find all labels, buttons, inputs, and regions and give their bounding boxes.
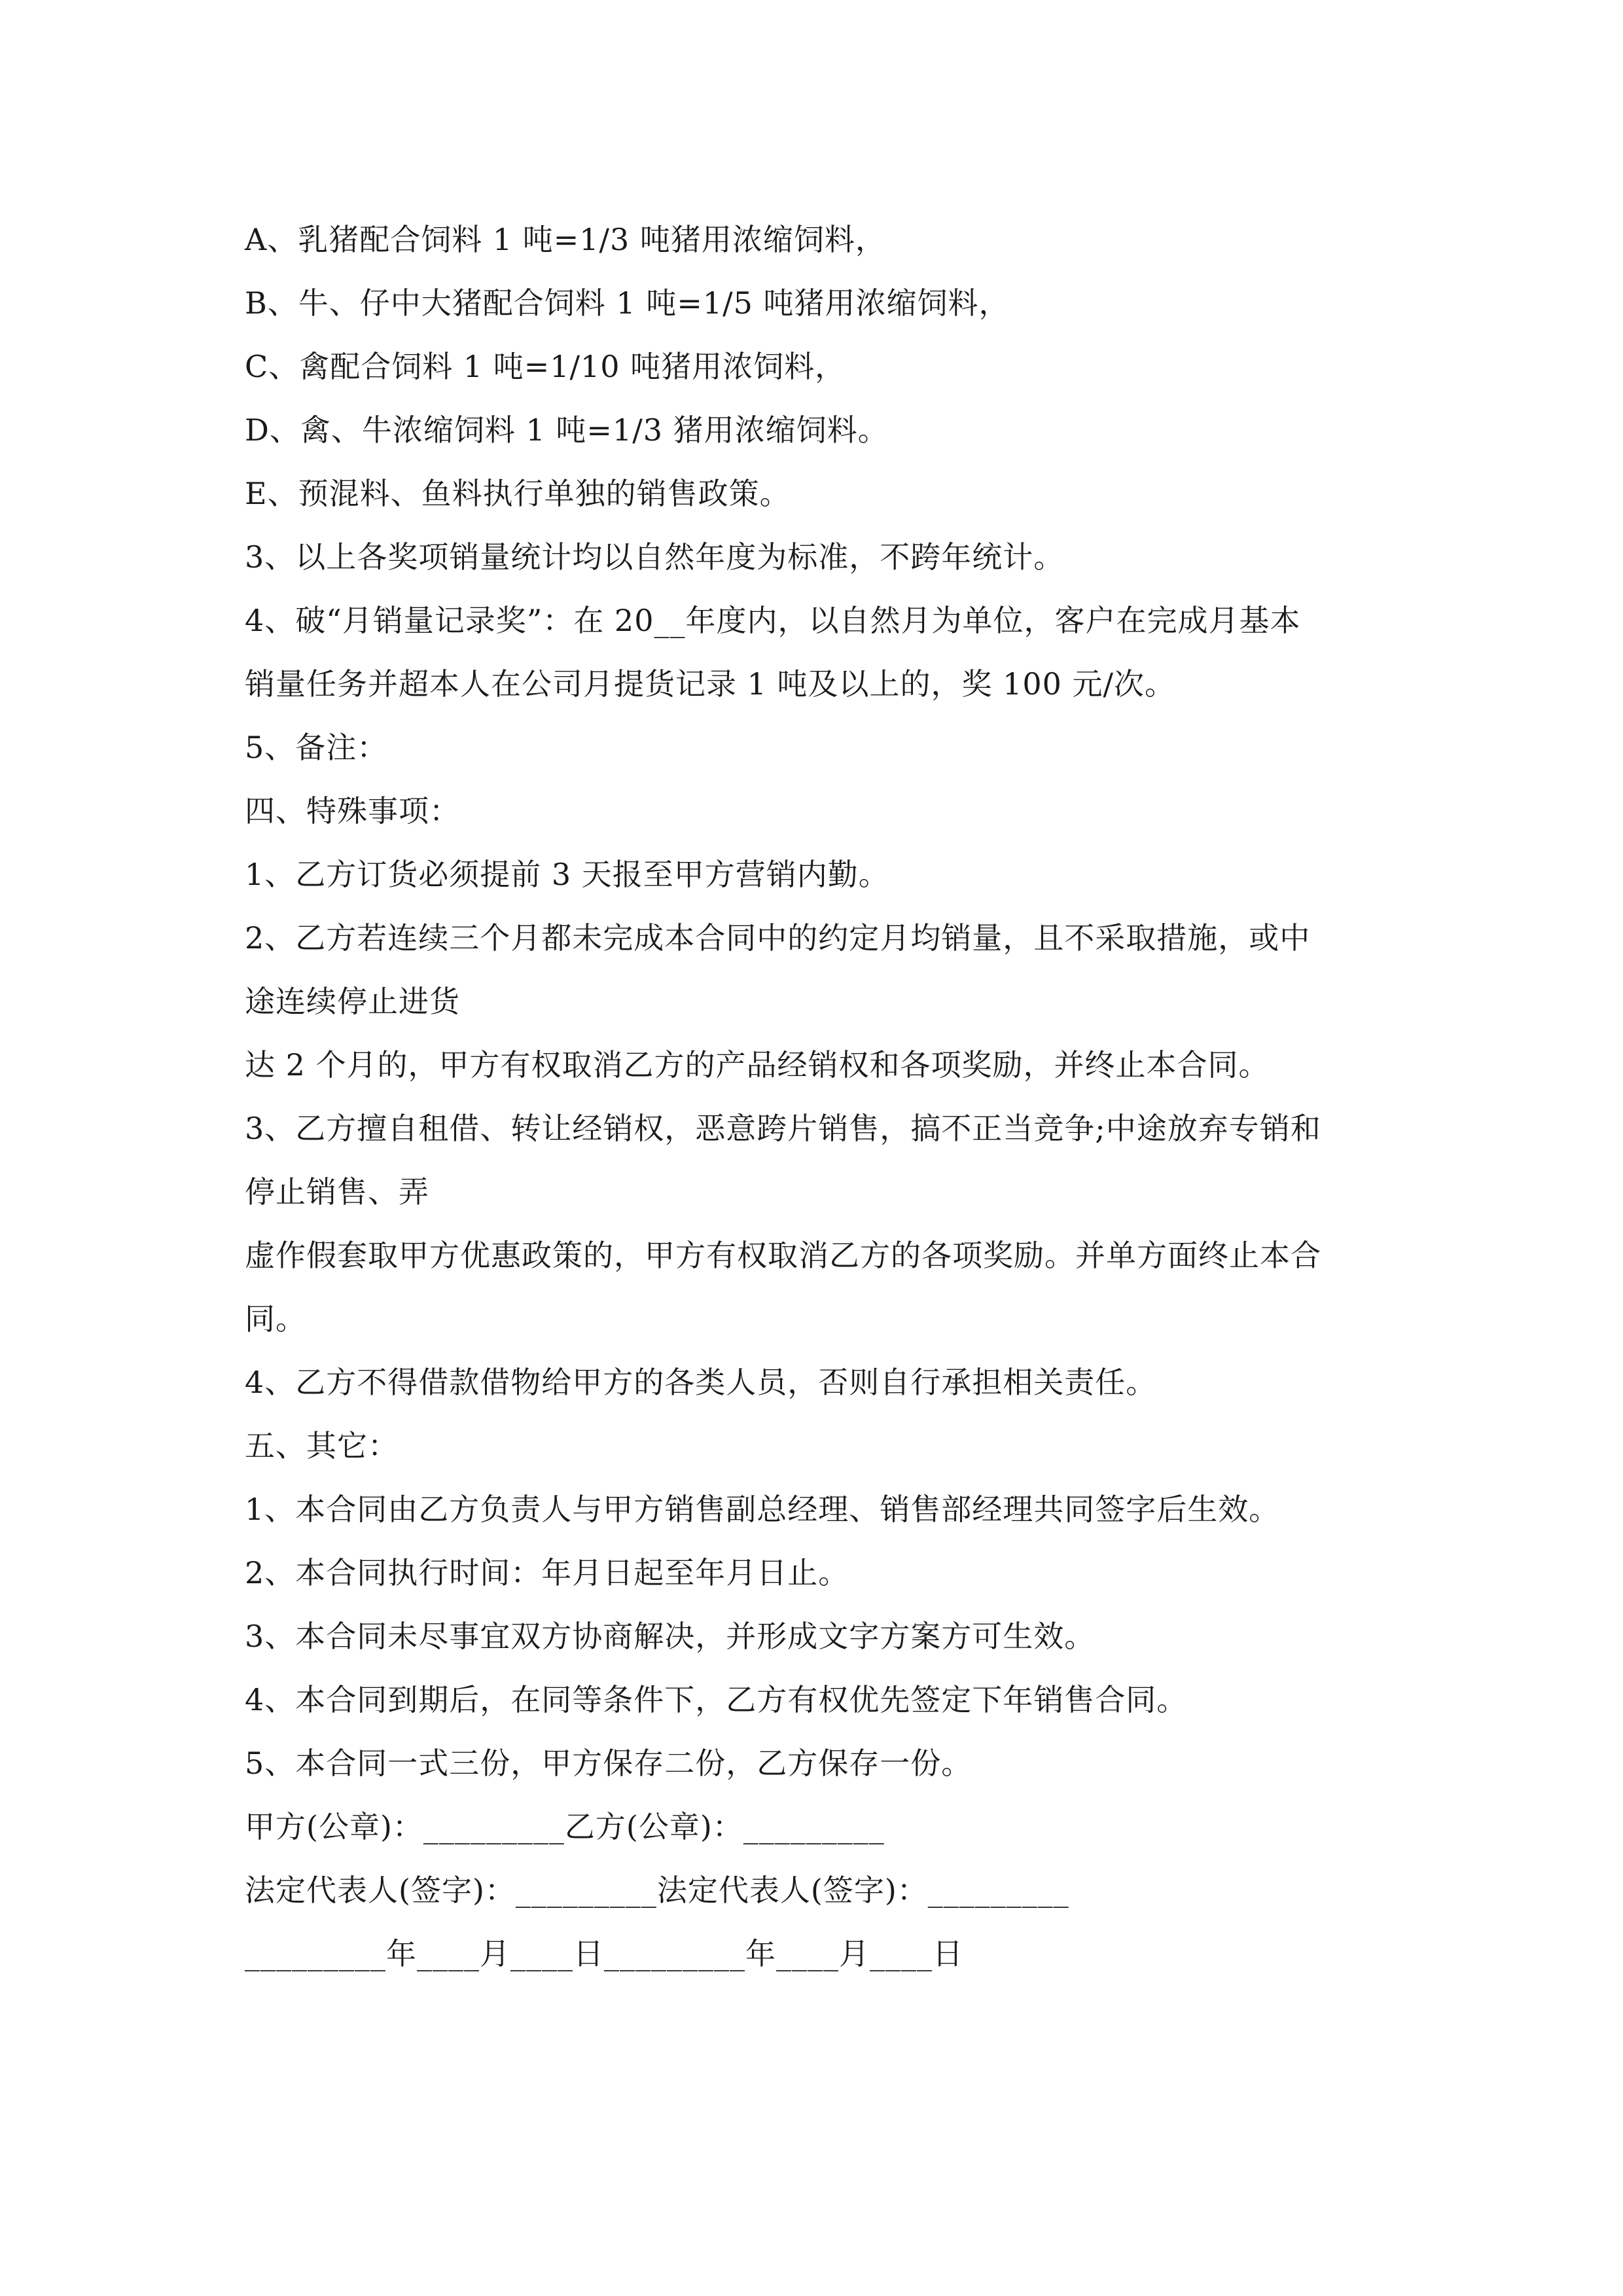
text-line: 4、乙方不得借款借物给甲方的各类人员，否则自行承担相关责任。 [245,1365,1157,1400]
text-line: 销量任务并超本人在公司月提货记录 1 吨及以上的，奖 100 元/次。 [245,666,1176,702]
text-line: 途连续停止进货 [245,984,460,1019]
text-line: C、禽配合饲料 1 吨=1/10 吨猪用浓饲料， [245,349,846,384]
section-heading: 五、其它： [245,1428,399,1463]
signature-line-date: _________年____月____日_________年____月____日 [245,1936,963,1971]
text-line: 3、本合同未尽事宜双方协商解决，并形成文字方案方可生效。 [245,1619,1096,1654]
text-line: 4、破“月销量记录奖”：在 20__年度内，以自然月为单位，客户在完成月基本 [245,603,1301,638]
text-line: 2、乙方若连续三个月都未完成本合同中的约定月均销量，且不采取措施，或中 [245,920,1311,956]
text-line: 5、本合同一式三份，甲方保存二份，乙方保存一份。 [245,1746,972,1781]
text-line: A、乳猪配合饲料 1 吨=1/3 吨猪用浓缩饲料， [245,222,886,257]
text-line: 达 2 个月的，甲方有权取消乙方的产品经销权和各项奖励，并终止本合同。 [245,1047,1270,1083]
signature-line-seal: 甲方(公章)：_________乙方(公章)：_________ [245,1809,885,1844]
document-body [245,208,1383,1986]
text-line: 虚作假套取甲方优惠政策的，甲方有权取消乙方的各项奖励。并单方面终止本合 [245,1238,1321,1273]
text-line: 3、以上各奖项销量统计均以自然年度为标准，不跨年统计。 [245,539,1065,575]
signature-line-representative: 法定代表人(签字)：_________法定代表人(签字)：_________ [245,1873,1069,1908]
section-heading: 四、特殊事项： [245,793,460,829]
text-line: 5、备注： [245,730,388,765]
text-line: 同。 [245,1301,306,1336]
text-line: 停止销售、弄 [245,1174,429,1210]
text-line: 2、本合同执行时间：年月日起至年月日止。 [245,1555,849,1590]
text-line: 4、本合同到期后，在同等条件下，乙方有权优先签定下年销售合同。 [245,1682,1188,1717]
text-line: 1、本合同由乙方负责人与甲方销售副总经理、销售部经理共同签字后生效。 [245,1492,1280,1527]
text-line: D、禽、牛浓缩饲料 1 吨=1/3 猪用浓缩饲料。 [245,412,889,448]
text-line: B、牛、仔中大猪配合饲料 1 吨=1/5 吨猪用浓缩饲料， [245,285,1010,321]
text-line: 1、乙方订货必须提前 3 天报至甲方营销内勤。 [245,857,889,892]
text-line: E、预混料、鱼料执行单独的销售政策。 [245,476,791,511]
text-line: 3、乙方擅自租借、转让经销权，恶意跨片销售，搞不正当竞争;中途放弃专销和 [245,1111,1321,1146]
